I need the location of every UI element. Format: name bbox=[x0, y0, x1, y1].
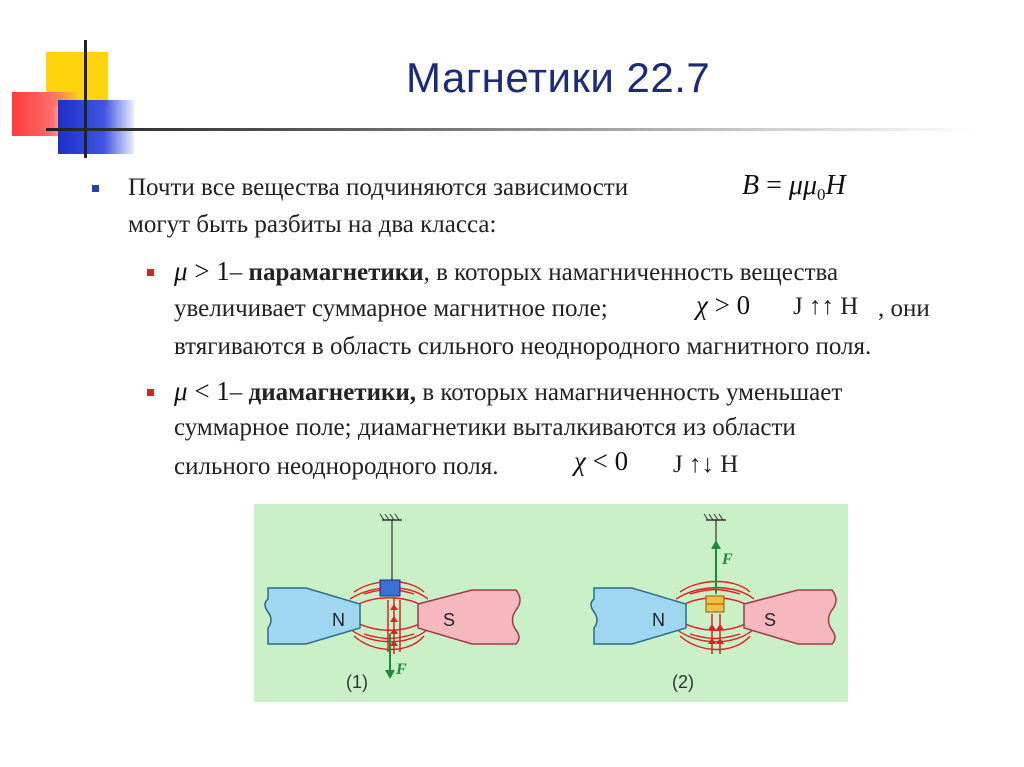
para-relation: > 1 bbox=[187, 256, 230, 286]
field-arrows-right bbox=[712, 614, 720, 654]
para-name: парамагнетики bbox=[242, 259, 424, 286]
panel-diamagnetic bbox=[591, 514, 836, 654]
para-jh-relation: J ↑↑ H bbox=[793, 293, 859, 320]
para-rest1: , в которых намагниченность вещества bbox=[423, 259, 839, 286]
figure-caption-2: (2) bbox=[672, 672, 694, 692]
dia-rest1: в которых намагниченность уменьшает bbox=[416, 379, 843, 406]
sub-bullet-marker bbox=[147, 389, 154, 396]
force-label-left: F bbox=[396, 661, 407, 678]
dia-relation: < 1 bbox=[187, 376, 230, 406]
formula-rhs: H bbox=[825, 170, 846, 201]
dia-dash: – bbox=[229, 379, 243, 406]
sub-bullet-marker bbox=[147, 269, 154, 276]
dia-mu: μ bbox=[174, 376, 188, 406]
dia-chi-rel: < 0 bbox=[585, 446, 629, 476]
para-line3: втягиваются в область сильного неоднородного магнитного поля. bbox=[174, 333, 872, 360]
para-mu: μ bbox=[174, 256, 188, 286]
bullet-marker bbox=[92, 185, 99, 192]
para-condition bbox=[174, 256, 230, 286]
decor-blue-bar bbox=[58, 100, 134, 154]
s-pole-label-left: S bbox=[443, 610, 456, 630]
para-chi: χ bbox=[696, 290, 708, 320]
title-underline bbox=[46, 128, 976, 131]
force-label-right: F bbox=[722, 551, 733, 568]
para-dash: – bbox=[229, 259, 243, 286]
dia-chi: χ bbox=[574, 446, 586, 476]
paramagnetic-sample bbox=[380, 580, 400, 596]
panel-paramagnetic bbox=[265, 514, 520, 679]
force-arrowhead-left bbox=[385, 670, 395, 679]
n-pole-label-right: N bbox=[652, 610, 665, 630]
para-chi-rel: > 0 bbox=[707, 290, 751, 320]
n-pole-label-left: N bbox=[332, 610, 345, 630]
formula-b-mu-mu0-h bbox=[742, 172, 846, 203]
s-pole-left bbox=[418, 590, 520, 644]
formula-equals: = bbox=[759, 170, 789, 201]
formula-mu: μμ bbox=[788, 170, 818, 201]
magnet-figure bbox=[254, 504, 848, 702]
bullet1-line1: Почти все вещества подчиняются зависимости bbox=[128, 174, 629, 201]
dia-name: диамагнетики, bbox=[242, 379, 417, 406]
force-arrowhead-right bbox=[711, 540, 721, 549]
s-pole-right bbox=[744, 590, 836, 644]
dia-chi-condition bbox=[574, 448, 628, 475]
para-line1 bbox=[174, 258, 838, 285]
dia-jh-relation: J ↑↓ H bbox=[673, 451, 739, 478]
slide-title: Магнетики 22.7 bbox=[406, 54, 711, 101]
decor-vertical-line bbox=[84, 40, 87, 158]
dia-line1 bbox=[174, 378, 842, 405]
para-chi-condition bbox=[696, 292, 750, 319]
para-line2a: увеличивает суммарное магнитное поле; bbox=[174, 295, 608, 322]
s-pole-label-right: S bbox=[764, 610, 777, 630]
magnet-figure-drawing bbox=[254, 504, 848, 702]
bullet1-line2: могут быть разбиты на два класса: bbox=[128, 211, 497, 238]
formula-lhs: B bbox=[742, 170, 760, 201]
n-pole-left bbox=[265, 588, 360, 644]
dia-line3: сильного неоднородного поля. bbox=[174, 453, 499, 480]
para-line2b: , они bbox=[878, 295, 930, 322]
dia-line2: суммарное поле; диамагнетики выталкиваются из области bbox=[174, 414, 796, 441]
dia-condition bbox=[174, 376, 230, 406]
n-pole-right bbox=[591, 588, 686, 644]
formula-sub: 0 bbox=[817, 185, 826, 204]
figure-caption-1: (1) bbox=[346, 672, 368, 692]
